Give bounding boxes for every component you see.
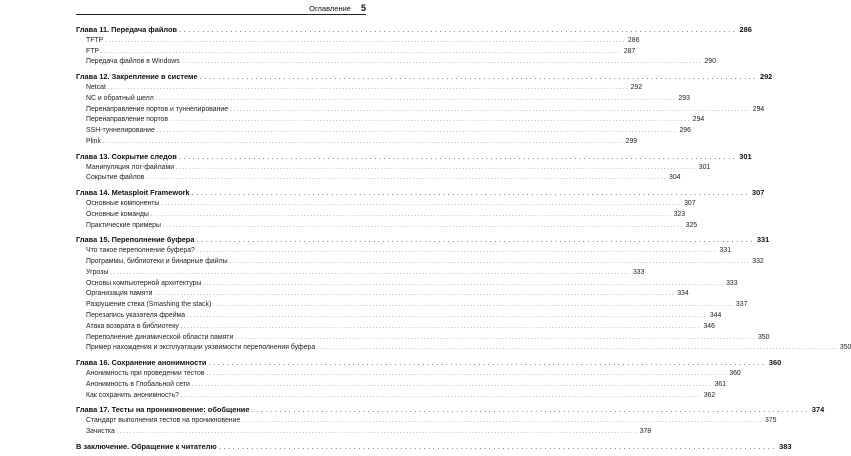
toc-chapter-entry xyxy=(76,188,765,199)
toc-chapter-entry xyxy=(76,25,752,36)
toc-section-entry-page-number: 286 xyxy=(627,36,640,44)
toc-section-entry-page-number: 378 xyxy=(639,427,652,435)
dot-leader: ................................................................................................................................................................ xyxy=(101,48,622,55)
dot-leader: ................................................................................................................................................................ xyxy=(107,84,629,91)
toc-section-entry-title: Основные команды xyxy=(86,210,149,218)
toc-chapter-entry-page-number: 360 xyxy=(768,358,782,368)
toc-chapter-entry xyxy=(76,151,752,163)
dot-leader: ................................................................................................................................................................ xyxy=(180,323,702,330)
dot-leader: ................................................................................................................................................................ xyxy=(155,95,677,102)
dot-leader: ................................................................................................................................................................ xyxy=(187,312,708,319)
toc-section-entry xyxy=(76,311,722,322)
toc-section-entry-title: Перенаправление портов xyxy=(86,116,169,124)
dot-leader: ........................................................................................................................ xyxy=(196,235,755,245)
dot-leader: ........................................................................................................................ xyxy=(178,151,738,161)
toc-section-entry xyxy=(76,391,716,402)
toc-section-entry-title: Разрушение стека (Smashing the stack) xyxy=(86,301,212,309)
toc-section-entry-title: Угрозы xyxy=(86,268,109,276)
toc-section-entry-title: Анонимность при проведении тестов xyxy=(86,369,205,377)
toc-section-entry-page-number: 360 xyxy=(729,369,741,377)
toc-section-entry-page-number: 304 xyxy=(668,174,681,182)
toc-section-entry xyxy=(76,94,690,105)
toc-chapter-entry xyxy=(76,405,825,416)
toc-section-entry-page-number: 299 xyxy=(625,137,638,145)
toc-chapter-entry-title: Глава 17. Тесты на проникновение: обобщение xyxy=(76,405,250,415)
toc-section-entry-title: FTP xyxy=(86,47,100,55)
toc-section-entry-title: Основы компьютерной архитектуры xyxy=(86,279,202,287)
toc-section-entry xyxy=(76,36,640,47)
dot-leader: ................................................................................................................................................................ xyxy=(235,334,756,341)
toc-chapter xyxy=(76,358,782,401)
toc-section-entry-title: Сокрытие файлов xyxy=(86,174,145,182)
dot-leader: ........................................................................................................................ xyxy=(218,441,778,451)
toc-section-entry-page-number: 344 xyxy=(709,311,722,319)
toc-section-entry xyxy=(76,105,765,116)
dot-leader: ................................................................................................................................................................ xyxy=(102,138,624,145)
dot-leader: ................................................................................................................................................................ xyxy=(230,106,751,113)
toc-section-entry-page-number: 350 xyxy=(839,344,851,352)
dot-leader: ................................................................................................................................................................ xyxy=(203,280,725,287)
toc-section-entry-title: NC и обратный шелл xyxy=(86,94,154,102)
toc-section-entry-page-number: 307 xyxy=(684,199,696,207)
toc-chapter-entry-title: Глава 13. Сокрытие следов xyxy=(76,151,177,161)
toc-section-entry-page-number: 293 xyxy=(678,94,690,102)
toc-section-entry xyxy=(76,322,715,333)
dot-leader: ................................................................................................................................................................ xyxy=(116,428,638,435)
toc-section-entry xyxy=(76,57,716,68)
toc-chapter-entry-title: Глава 14. Metasploit Framework xyxy=(76,188,190,198)
toc-chapter-entry xyxy=(76,358,782,369)
dot-leader: ................................................................................................................................................................ xyxy=(196,248,718,255)
toc-chapter-entry-title: В заключение. Обращение к читателю xyxy=(76,441,217,451)
toc-section-entry xyxy=(76,173,681,184)
toc-section-entry xyxy=(76,268,645,279)
toc-section-entry xyxy=(76,289,689,300)
toc-section-entry xyxy=(76,343,851,354)
toc-section-entry-page-number: 334 xyxy=(677,290,689,298)
toc-section-entry xyxy=(76,369,741,380)
toc-chapter-entry-page-number: 286 xyxy=(739,25,752,34)
toc-section-entry-page-number: 333 xyxy=(726,279,738,287)
dot-leader: ........................................................................................................................ xyxy=(199,72,758,82)
running-head xyxy=(76,3,366,15)
dot-leader: ........................................................................................................................ xyxy=(191,188,751,198)
toc-chapter xyxy=(76,441,792,453)
toc-chapter-entry-title: Глава 15. Переполнение буфера xyxy=(76,235,195,245)
toc-section-entry xyxy=(76,300,748,311)
toc-chapter-entry-page-number: 292 xyxy=(759,72,773,82)
dot-leader: ........................................................................................................................ xyxy=(179,25,738,34)
toc-section-entry-title: TFTP xyxy=(86,36,104,44)
toc-chapter-entry-page-number: 307 xyxy=(752,188,765,198)
toc-section-entry xyxy=(76,279,738,290)
toc-chapter xyxy=(76,151,752,184)
toc-section-entry xyxy=(76,380,727,391)
toc-section-entry-page-number: 296 xyxy=(679,127,691,135)
toc-chapter xyxy=(76,405,825,437)
dot-leader: ................................................................................................................................................................ xyxy=(161,200,683,207)
dot-leader: ........................................................................................................................ xyxy=(251,405,810,415)
toc-section-entry-page-number: 362 xyxy=(703,391,716,399)
toc-section-entry-page-number: 290 xyxy=(704,58,716,66)
toc-section-entry xyxy=(76,221,698,232)
toc-section-entry-page-number: 331 xyxy=(719,247,732,255)
toc-section-entry xyxy=(76,246,732,257)
dot-leader: ................................................................................................................................................................ xyxy=(110,269,631,276)
toc-section-entry xyxy=(76,47,636,58)
toc-section-entry xyxy=(76,83,643,94)
toc-chapter-entry xyxy=(76,72,773,83)
toc-section-entry-title: Переполнение динамической области памяти xyxy=(86,333,234,341)
toc-section-entry-page-number: 337 xyxy=(735,301,748,309)
dot-leader: ................................................................................................................................................................ xyxy=(176,164,697,171)
toc-section-entry-title: Зачистка xyxy=(86,427,115,435)
toc-chapter-entry-title: Глава 11. Передача файлов xyxy=(76,25,178,34)
running-head-title: Оглавление xyxy=(309,4,351,13)
toc-section-entry-page-number: 292 xyxy=(630,83,643,91)
toc-section-entry-title: SSH-туннелирование xyxy=(86,127,155,135)
dot-leader: ................................................................................................................................................................ xyxy=(206,370,728,377)
toc-section-entry xyxy=(76,126,691,137)
toc-section-entry-title: Перенаправление портов и туннелирование xyxy=(86,105,229,113)
toc-chapter-entry-page-number: 374 xyxy=(811,405,825,415)
toc-section-entry-page-number: 294 xyxy=(752,105,765,113)
toc-section-entry xyxy=(76,210,686,221)
toc-chapter-entry-page-number: 383 xyxy=(779,441,792,451)
running-head-page-number: 5 xyxy=(360,3,366,13)
toc-section-entry-title: Как сохранить анонимность? xyxy=(86,391,180,399)
toc-section-entry-page-number: 325 xyxy=(685,221,698,229)
dot-leader: ................................................................................................................................................................ xyxy=(181,59,703,66)
toc-section-entry-title: Атака возврата в библиотеку xyxy=(86,322,179,330)
toc-section-entry-title: Стандарт выполнения тестов на проникновение xyxy=(86,417,241,425)
dot-leader: ................................................................................................................................................................ xyxy=(170,117,691,124)
toc-chapter xyxy=(76,188,765,231)
toc-chapter xyxy=(76,25,752,68)
toc-chapter-entry-title: Глава 16. Сохранение анонимности xyxy=(76,358,207,368)
toc-section-entry xyxy=(76,427,652,438)
toc-chapter-entry xyxy=(76,235,770,246)
toc-section-entry xyxy=(76,137,638,148)
dot-leader: ................................................................................................................................................................ xyxy=(317,345,838,352)
toc-chapter-entry xyxy=(76,441,792,453)
toc-chapter-entry-title: Глава 12. Закрепление в системе xyxy=(76,72,198,82)
toc-section-entry-page-number: 350 xyxy=(757,333,770,341)
toc-chapter xyxy=(76,72,773,148)
toc-section-entry-title: Манипуляция лог-файлами xyxy=(86,163,175,171)
dot-leader: ................................................................................................................................................................ xyxy=(150,211,672,218)
toc-section-entry-page-number: 333 xyxy=(632,268,645,276)
dot-leader: ................................................................................................................................................................ xyxy=(181,392,702,399)
toc-section-entry-title: Plink xyxy=(86,137,101,145)
toc-chapter xyxy=(76,235,851,354)
dot-leader: ........................................................................................................................ xyxy=(208,358,767,368)
toc-section-entry-page-number: 287 xyxy=(623,47,636,55)
toc-section-entry xyxy=(76,257,764,268)
toc-section-entry-page-number: 346 xyxy=(703,322,715,330)
toc-section-entry-page-number: 375 xyxy=(764,417,777,425)
toc-section-entry-title: Практические примеры xyxy=(86,221,161,229)
dot-leader: ................................................................................................................................................................ xyxy=(191,381,713,388)
toc-section-entry-title: Организация памяти xyxy=(86,290,153,298)
table-of-contents xyxy=(76,25,851,456)
toc-section-entry-title: Пример нахождения и эксплуатации уязвимости переполнения буфера xyxy=(86,344,316,352)
toc-section-entry-page-number: 332 xyxy=(752,257,764,265)
toc-section-entry xyxy=(76,416,777,427)
toc-section-entry-page-number: 294 xyxy=(692,116,705,124)
toc-section-entry-title: Что такое переполнение буфера? xyxy=(86,247,195,255)
toc-section-entry xyxy=(76,199,696,210)
toc-section-entry xyxy=(76,115,705,126)
toc-section-entry-page-number: 361 xyxy=(714,380,727,388)
dot-leader: ................................................................................................................................................................ xyxy=(156,128,678,135)
toc-section-entry-title: Программы, библиотеки и бинарные файлы xyxy=(86,257,228,265)
dot-leader: ................................................................................................................................................................ xyxy=(242,418,763,425)
dot-leader: ................................................................................................................................................................ xyxy=(162,222,684,229)
dot-leader: ................................................................................................................................................................ xyxy=(146,175,667,182)
toc-section-entry-page-number: 301 xyxy=(698,163,711,171)
toc-section-entry xyxy=(76,163,711,174)
dot-leader: ................................................................................................................................................................ xyxy=(229,258,751,265)
dot-leader: ................................................................................................................................................................ xyxy=(213,302,734,309)
toc-section-entry-title: Передача файлов в Windows xyxy=(86,58,180,66)
toc-section-entry-page-number: 323 xyxy=(673,210,686,218)
toc-section-entry-title: Netcat xyxy=(86,83,106,91)
toc-section-entry-title: Перезапись указателя фрейма xyxy=(86,311,186,319)
toc-chapter-entry-page-number: 301 xyxy=(739,151,752,161)
toc-chapter-entry-page-number: 331 xyxy=(756,235,770,245)
dot-leader: ................................................................................................................................................................ xyxy=(154,291,676,298)
toc-section-entry-title: Основные компоненты xyxy=(86,199,160,207)
dot-leader: ................................................................................................................................................................ xyxy=(105,37,626,44)
toc-section-entry-title: Анонимность в Глобальной сети xyxy=(86,380,190,388)
toc-section-entry xyxy=(76,333,770,344)
